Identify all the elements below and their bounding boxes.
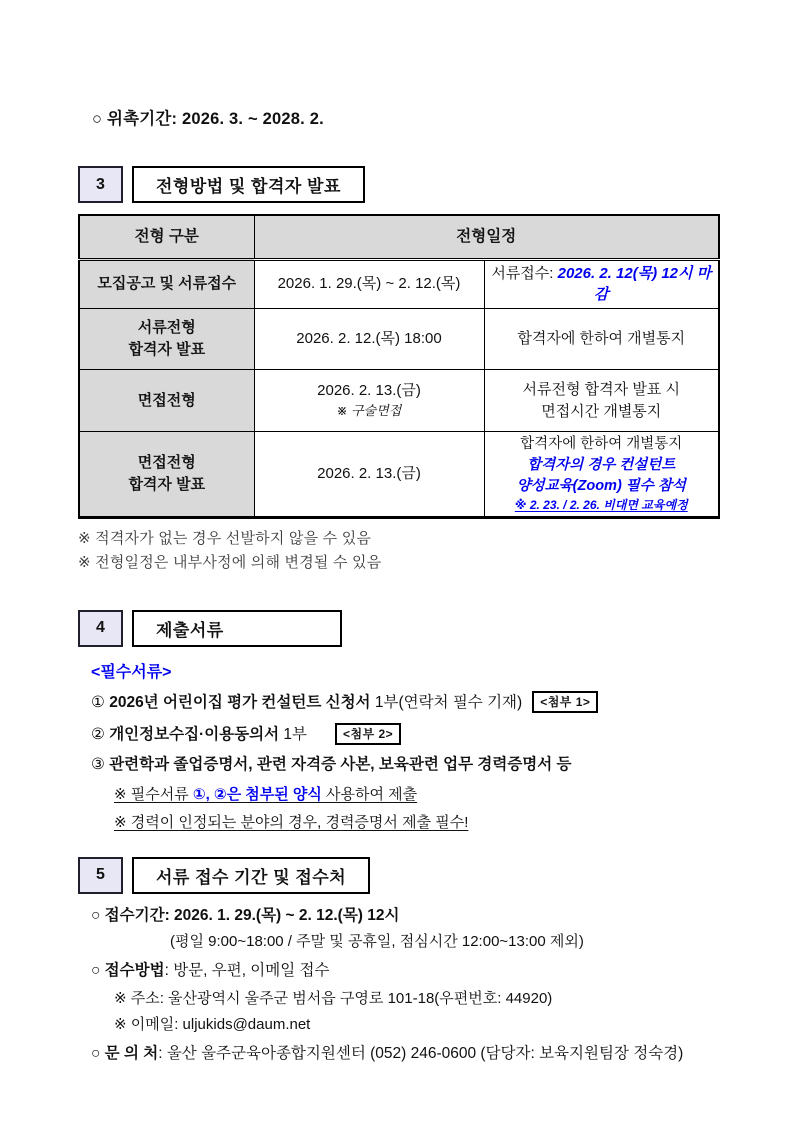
reception-period-value: : 2026. 1. 29.(목) ~ 2. 12.(목) 12시	[164, 906, 400, 924]
table-row	[79, 370, 719, 432]
table-footnotes	[78, 527, 716, 574]
row4-note-blue1: 합격자의 경우 컨설턴트	[527, 457, 676, 474]
document-item-3	[91, 755, 716, 776]
attachment-2-chip: <첨부 2>	[335, 723, 401, 745]
submission-subnote-2: ※ 경력이 인정되는 분야의 경우, 경력증명서 제출 필수!	[114, 813, 469, 831]
address-line: ※ 주소: 울산광역시 울주군 범서읍 구영로 101-18(우편번호: 44920)	[114, 990, 553, 1008]
row4-category-line2: 합격자 발표	[128, 476, 206, 494]
contact-line	[91, 1043, 716, 1065]
row1-note-deadline: 2026. 2. 12(목) 12시 마감	[557, 264, 712, 304]
table-row	[79, 259, 719, 309]
appointment-period-line: ○ 위촉기간: 2026. 3. ~ 2028. 2.	[92, 110, 324, 128]
row3-schedule-date: 2026. 2. 13.(금)	[317, 381, 421, 399]
row1-note-prefix: 서류접수:	[491, 264, 558, 282]
reception-method-label: 접수방법	[104, 962, 165, 980]
selection-schedule-table	[78, 214, 720, 519]
item3-number: ③	[91, 755, 110, 773]
row3-schedule-subnote: ※ 구술면접	[336, 403, 402, 419]
contact-label: 문 의 처	[104, 1045, 159, 1063]
row3-note-line1: 서류전형 합격자 발표 시	[522, 380, 680, 398]
subnote1-highlight: ①, ②은 첨부된 양식	[192, 785, 322, 803]
row4-note-small: ※ 2. 23. / 2. 26. 비대면 교육예정	[514, 498, 688, 513]
item2-rest: 1부	[279, 725, 307, 743]
section5-header	[78, 857, 716, 894]
row2-category-line1: 서류전형	[137, 319, 196, 337]
item2-number: ②	[91, 725, 110, 743]
contact-value: : 울산 울주군육아종합지원센터 (052) 246-0600 (담당자: 보육지원팀장 정숙경)	[158, 1045, 684, 1063]
item2-title: 개인정보수집·이용동의서	[109, 725, 280, 743]
subnote1-prefix: ※ 필수서류	[114, 785, 193, 803]
section5-number-badge: 5	[78, 857, 123, 894]
section3-header	[78, 166, 716, 203]
required-documents-heading: <필수서류>	[91, 663, 172, 681]
row4-category	[79, 432, 254, 518]
row3-schedule	[254, 370, 484, 432]
row1-category: 모집공고 및 서류접수	[79, 259, 254, 309]
row4-note	[484, 432, 719, 518]
row2-category-line2: 합격자 발표	[128, 341, 206, 358]
row2-note: 합격자에 한하여 개별통지	[484, 309, 719, 370]
row4-note-black: 합격자에 한하여 개별통지	[520, 436, 683, 452]
subnote1-suffix: 사용하여 제출	[321, 785, 418, 803]
row2-category	[79, 309, 254, 370]
section4-number-badge: 4	[78, 610, 123, 647]
row2-schedule: 2026. 2. 12.(목) 18:00	[254, 309, 484, 370]
section5-title: 서류 접수 기간 및 접수처	[132, 857, 370, 894]
row1-note	[484, 259, 719, 309]
item1-number: ①	[91, 693, 110, 711]
row4-note-blue2: 양성교육(Zoom) 필수 참석	[516, 478, 686, 495]
reception-method-line	[91, 960, 716, 982]
row3-note-line2: 면접시간 개별통지	[541, 402, 662, 420]
section4-title: 제출서류	[132, 610, 342, 647]
row3-category: 면접전형	[79, 370, 254, 432]
submission-subnote-1	[114, 783, 716, 804]
item1-rest: 1부(연락처 필수 기재)	[370, 693, 523, 711]
section3-title: 전형방법 및 합격자 발표	[132, 166, 365, 203]
email-line: ※ 이메일: uljukids@daum.net	[114, 1016, 311, 1034]
bullet-circle: ○	[91, 1045, 105, 1063]
col-header-category: 전형 구분	[79, 215, 254, 259]
footnote-2: ※ 전형일정은 내부사정에 의해 변경될 수 있음	[78, 553, 382, 571]
row4-schedule: 2026. 2. 13.(금)	[254, 432, 484, 518]
bullet-circle: ○	[91, 906, 105, 924]
item3-title: 관련학과 졸업증명서, 관련 자격증 사본, 보육관련 업무 경력증명서 등	[109, 755, 572, 773]
reception-method-value: : 방문, 우편, 이메일 접수	[164, 962, 330, 980]
reception-period-label: 접수기간	[104, 906, 165, 924]
reception-hours-note: (평일 9:00~18:00 / 주말 및 공휴일, 점심시간 12:00~13:00 제외)	[170, 933, 584, 951]
bullet-circle: ○	[91, 962, 105, 980]
col-header-schedule: 전형일정	[254, 215, 719, 259]
table-row	[79, 309, 719, 370]
document-item-2	[91, 723, 716, 746]
row4-category-line1: 면접전형	[137, 454, 196, 472]
footnote-1: ※ 적격자가 없는 경우 선발하지 않을 수 있음	[78, 530, 372, 548]
document-item-1	[91, 691, 716, 714]
table-header-row	[79, 215, 719, 259]
table-row	[79, 432, 719, 518]
row1-schedule: 2026. 1. 29.(목) ~ 2. 12.(목)	[254, 259, 484, 309]
item1-title: 2026년 어린이집 평가 컨설턴트 신청서	[109, 693, 371, 711]
section4-header	[78, 610, 716, 647]
attachment-1-chip: <첨부 1>	[532, 691, 598, 713]
row3-note	[484, 370, 719, 432]
reception-period-line	[91, 905, 716, 927]
section3-number-badge: 3	[78, 166, 123, 203]
